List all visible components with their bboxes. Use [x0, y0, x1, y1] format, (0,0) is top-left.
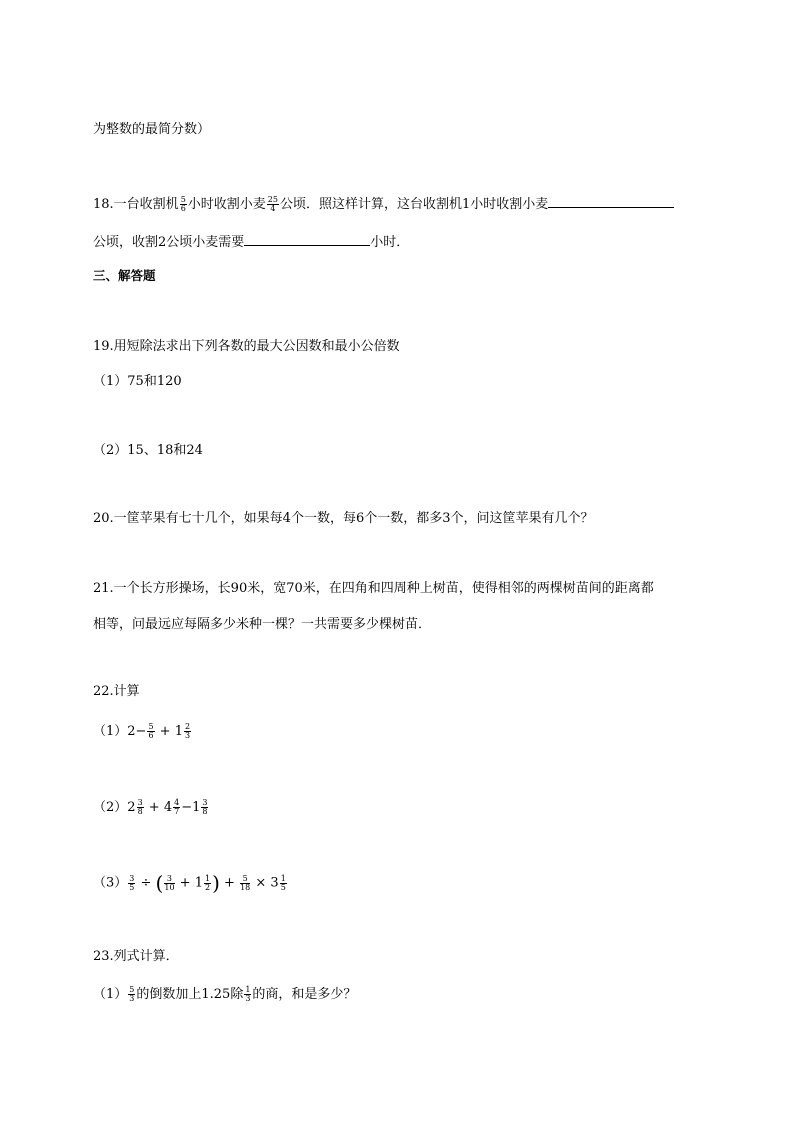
question-22-part2: （2）2 $\frac{3}{8}$ + 4 $\frac{4}{7}$ −1 $\frac{3}{8}$ [93, 798, 208, 816]
question-19-title: 19.用短除法求出下列各数的最大公因数和最小公倍数 [93, 339, 400, 354]
fraction: $\frac{5}{3}$ [129, 985, 135, 1003]
fraction: $\frac{3}{8}$ [137, 798, 143, 816]
question-18-line1: 18.一台收割机 $\frac{5}{6}$ 小时收割小麦 $\frac{25}{4}$ 公顷．照这样计算，这台收割机1小时收割小麦 [93, 195, 674, 214]
fraction: $\frac{3}{8}$ [202, 798, 208, 816]
question-21-line1: 21.一个长方形操场，长90米，宽70米，在四角和四周种上树苗，使得相邻的两棵树苗间的距离都 [93, 581, 654, 596]
fraction: $\frac{1}{3}$ [245, 985, 251, 1003]
fraction: $\frac{1}{5}$ [280, 873, 286, 892]
fraction: $\frac{3}{5}$ [129, 873, 135, 892]
question-22-title: 22.计算 [93, 684, 140, 699]
continuation-text: 为整数的最简分数） [93, 122, 211, 137]
fraction: $\frac{5}{6}$ [180, 195, 186, 213]
question-22-part1: （1）2− $\frac{5}{6}$ + 1 $\frac{2}{3}$ [93, 722, 191, 740]
question-18-line2: 公顷，收割2公顷小麦需要 小时． [93, 235, 410, 250]
fraction: $\frac{4}{7}$ [174, 798, 180, 816]
question-19-part1: （1）75和120 [93, 374, 182, 389]
answer-blank[interactable] [244, 233, 370, 246]
question-20: 20.一筐苹果有七十几个，如果每4个一数，每6个一数，都多3个，问这筐苹果有几个？ [93, 511, 594, 526]
question-23-part1: （1） $\frac{5}{3}$ 的倒数加上1.25除 $\frac{1}{3}$ 的商，和是多少？ [93, 985, 357, 1003]
fraction: $\frac{25}{4}$ [267, 195, 278, 213]
question-23-title: 23.列式计算． [93, 949, 179, 964]
fraction: $\frac{5}{6}$ [148, 722, 154, 740]
question-22-part3: （3） $\frac{3}{5}$ ÷ ( $\frac{3}{10}$ + 1 $\frac{1}{2}$ ) + $\frac{5}{18}$ × 3 $\frac{1}{5}$ [93, 871, 286, 895]
section-title: 三、解答题 [93, 268, 156, 283]
fraction: $\frac{1}{2}$ [204, 873, 211, 892]
fraction: $\frac{5}{18}$ [240, 873, 251, 892]
fraction: $\frac{3}{10}$ [164, 873, 175, 892]
question-19-part2: （2）15、18和24 [93, 443, 203, 458]
question-21-line2: 相等，问最远应每隔多少米种一棵？一共需要多少棵树苗． [93, 617, 432, 632]
answer-blank[interactable] [548, 195, 674, 208]
fraction: $\frac{2}{3}$ [184, 722, 191, 740]
